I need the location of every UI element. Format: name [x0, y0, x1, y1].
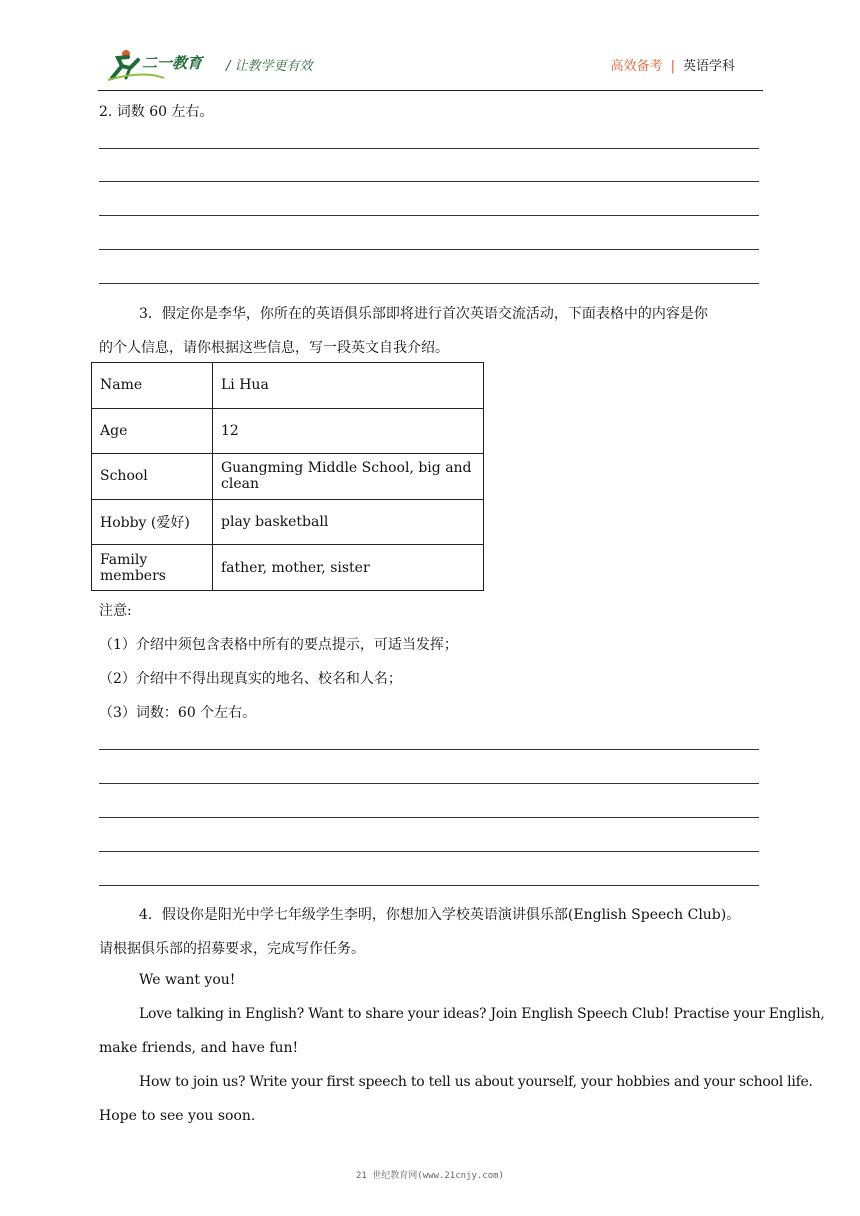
q3-prompt-line2: 的个人信息，请你根据这些信息，写一段英文自我介绍。 — [99, 340, 449, 356]
answer-line — [99, 215, 759, 216]
header-separator: | — [670, 59, 675, 74]
answer-line — [99, 181, 759, 182]
q4-ad-paragraph2-line1: How to join us? Write your first speech to tell us about yourself, your hobbies and your school life. — [139, 1074, 813, 1090]
table-key-cell: Family members — [92, 545, 213, 591]
notes-title: 注意: — [99, 603, 132, 619]
answer-line — [99, 249, 759, 250]
q4-prompt-line1: 4．假设你是阳光中学七年级学生李明，你想加入学校英语演讲俱乐部(English Speech Club)。 — [139, 907, 741, 923]
table-value-cell: Guangming Middle School, big and clean — [213, 454, 484, 500]
answer-line — [99, 749, 759, 750]
header-subject — [611, 55, 735, 74]
answer-line — [99, 885, 759, 886]
subject-label: 英语学科 — [682, 59, 735, 74]
note-1: （1）介绍中须包含表格中所有的要点提示，可适当发挥； — [99, 637, 458, 653]
q2-word-count-note: 2. 词数 60 左右。 — [99, 104, 214, 120]
table-row — [92, 545, 484, 591]
q4-prompt-line2: 请根据俱乐部的招募要求，完成写作任务。 — [99, 941, 365, 957]
table-key-cell: Age — [92, 408, 213, 454]
table-value-cell: play basketball — [213, 499, 484, 545]
table-row — [92, 499, 484, 545]
table-key-cell: School — [92, 454, 213, 500]
header-slogan: / 让教学更有效 — [226, 59, 313, 74]
table-row — [92, 363, 484, 409]
answer-line — [99, 283, 759, 284]
answer-line — [99, 817, 759, 818]
table-key-cell: Name — [92, 363, 213, 409]
q4-ad-paragraph1-line2: make friends, and have fun! — [99, 1040, 299, 1056]
personal-info-table — [91, 362, 484, 591]
logo-text: 二一教育 — [142, 54, 203, 72]
table-row — [92, 408, 484, 454]
page-footer: 21 世纪教育网(www.21cnjy.com) — [356, 1171, 504, 1181]
note-2: （2）介绍中不得出现真实的地名、校名和人名； — [99, 671, 402, 687]
table-key-cell: Hobby (爱好) — [92, 499, 213, 545]
table-value-cell: father, mother, sister — [213, 545, 484, 591]
q4-ad-paragraph1-line1: Love talking in English? Want to share your ideas? Join English Speech Club! Practise your English, — [139, 1006, 825, 1022]
page-header — [98, 44, 763, 91]
q4-ad-paragraph2-line2: Hope to see you soon. — [99, 1108, 256, 1124]
answer-line — [99, 148, 759, 149]
q3-prompt-line1: 3．假定你是李华，你所在的英语俱乐部即将进行首次英语交流活动，下面表格中的内容是你 — [139, 306, 708, 322]
answer-line — [99, 783, 759, 784]
answer-line — [99, 851, 759, 852]
note-3: （3）词数：60 个左右。 — [99, 705, 257, 721]
exam-label: 高效备考 — [610, 59, 663, 74]
q4-ad-heading: We want you! — [139, 972, 236, 988]
table-row — [92, 454, 484, 500]
table-value-cell: Li Hua — [213, 363, 484, 409]
table-value-cell: 12 — [213, 408, 484, 454]
